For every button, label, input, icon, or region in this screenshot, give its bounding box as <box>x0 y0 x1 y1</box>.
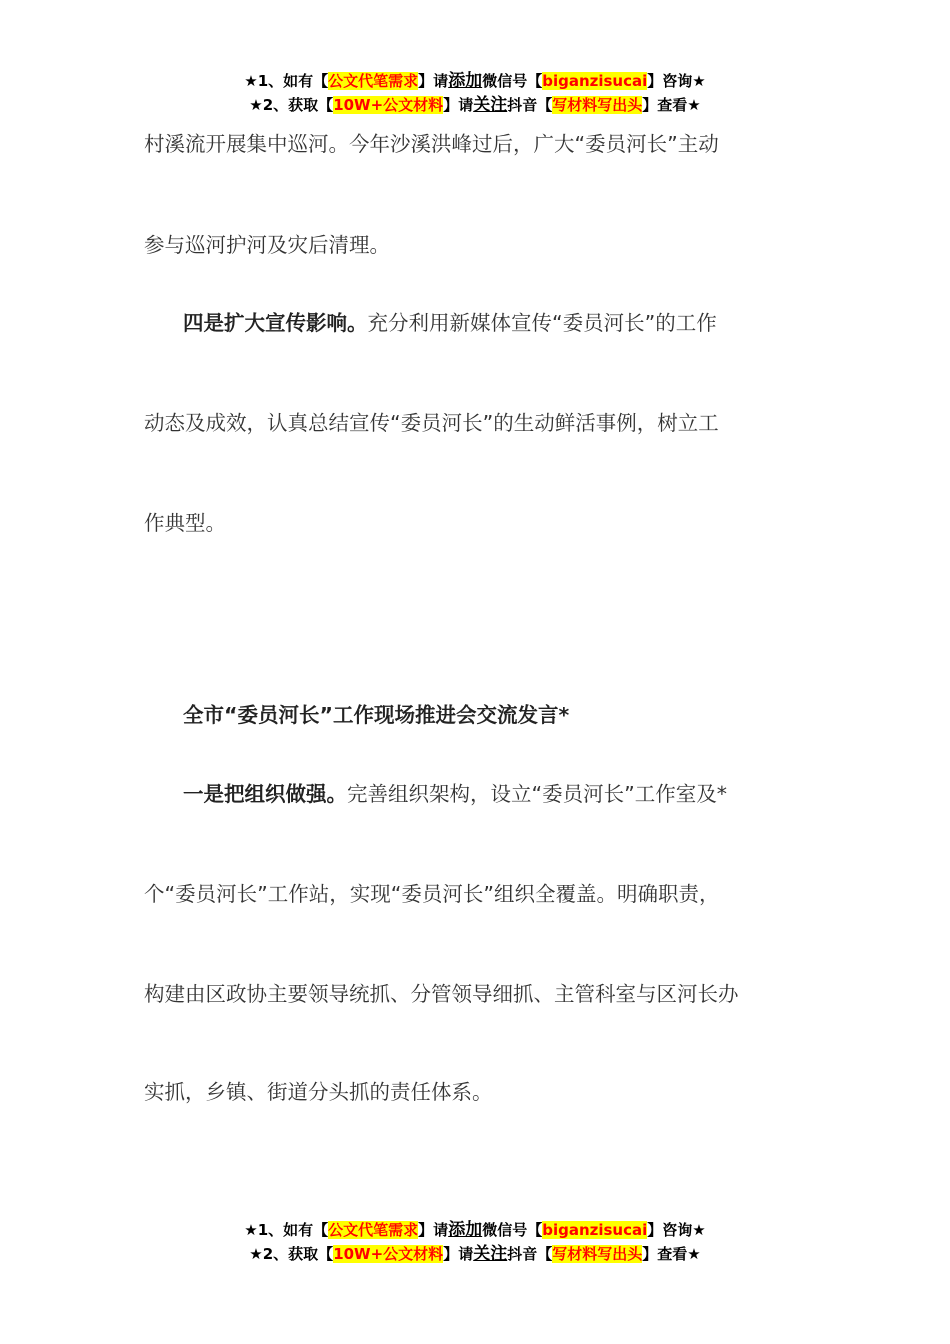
point-text: 充分利用新媒体宣传“委员河长”的工作 <box>367 311 717 335</box>
banner-text: ★1、如有【 <box>244 1221 329 1239</box>
banner-text: 微信号【 <box>482 72 543 90</box>
body-line: 动态及成效，认真总结宣传“委员河长”的生动鲜活事例，树立工 <box>144 411 719 435</box>
body-line <box>183 780 873 808</box>
banner-emphasis: 关注 <box>473 95 508 115</box>
header-banner <box>0 69 950 117</box>
banner-text: 】请 <box>418 1221 449 1239</box>
banner-line-2 <box>0 1242 950 1266</box>
point-title: 四是扩大宣传影响。 <box>183 311 368 335</box>
banner-text: ★2、获取【 <box>249 1245 334 1263</box>
banner-emphasis: 添加 <box>448 71 483 91</box>
banner-text: 】请 <box>443 1245 474 1263</box>
banner-text: 】查看★ <box>642 96 701 114</box>
banner-text: 】咨询★ <box>647 1221 706 1239</box>
point-text: 完善组织架构，设立“委员河长”工作室及* <box>347 782 727 806</box>
banner-text: ★2、获取【 <box>249 96 334 114</box>
banner-emphasis: 添加 <box>448 1220 483 1240</box>
banner-text: 】查看★ <box>642 1245 701 1263</box>
banner-highlight: 10W+公文材料 <box>333 1245 444 1263</box>
banner-emphasis: 关注 <box>473 1244 508 1264</box>
banner-line-1 <box>0 69 950 93</box>
body-line: 作典型。 <box>144 511 226 535</box>
banner-text: 抖音【 <box>507 96 553 114</box>
body-line: 参与巡河护河及灾后清理。 <box>144 233 390 257</box>
banner-highlight: 公文代笔需求 <box>328 1221 419 1239</box>
body-line: 村溪流开展集中巡河。今年沙溪洪峰过后，广大“委员河长”主动 <box>144 132 719 156</box>
banner-highlight: 写材料写出头 <box>552 96 643 114</box>
banner-highlight: biganzisucai <box>542 72 648 90</box>
banner-text: 】咨询★ <box>647 72 706 90</box>
body-line: 实抓，乡镇、街道分头抓的责任体系。 <box>144 1080 493 1104</box>
body-line <box>183 309 873 337</box>
banner-line-2 <box>0 93 950 117</box>
banner-highlight: 10W+公文材料 <box>333 96 444 114</box>
banner-highlight: 公文代笔需求 <box>328 72 419 90</box>
banner-highlight: biganzisucai <box>542 1221 648 1239</box>
banner-highlight: 写材料写出头 <box>552 1245 643 1263</box>
banner-text: 微信号【 <box>482 1221 543 1239</box>
banner-text: 】请 <box>418 72 449 90</box>
body-line: 构建由区政协主要领导统抓、分管领导细抓、主管科室与区河长办 <box>144 982 739 1006</box>
point-title: 一是把组织做强。 <box>183 782 347 806</box>
banner-line-1 <box>0 1218 950 1242</box>
section-heading: 全市“委员河长”工作现场推进会交流发言* <box>183 703 570 727</box>
body-line: 个“委员河长”工作站，实现“委员河长”组织全覆盖。明确职责， <box>144 882 720 906</box>
banner-text: 】请 <box>443 96 474 114</box>
banner-text: 抖音【 <box>507 1245 553 1263</box>
banner-text: ★1、如有【 <box>244 72 329 90</box>
footer-banner <box>0 1218 950 1266</box>
